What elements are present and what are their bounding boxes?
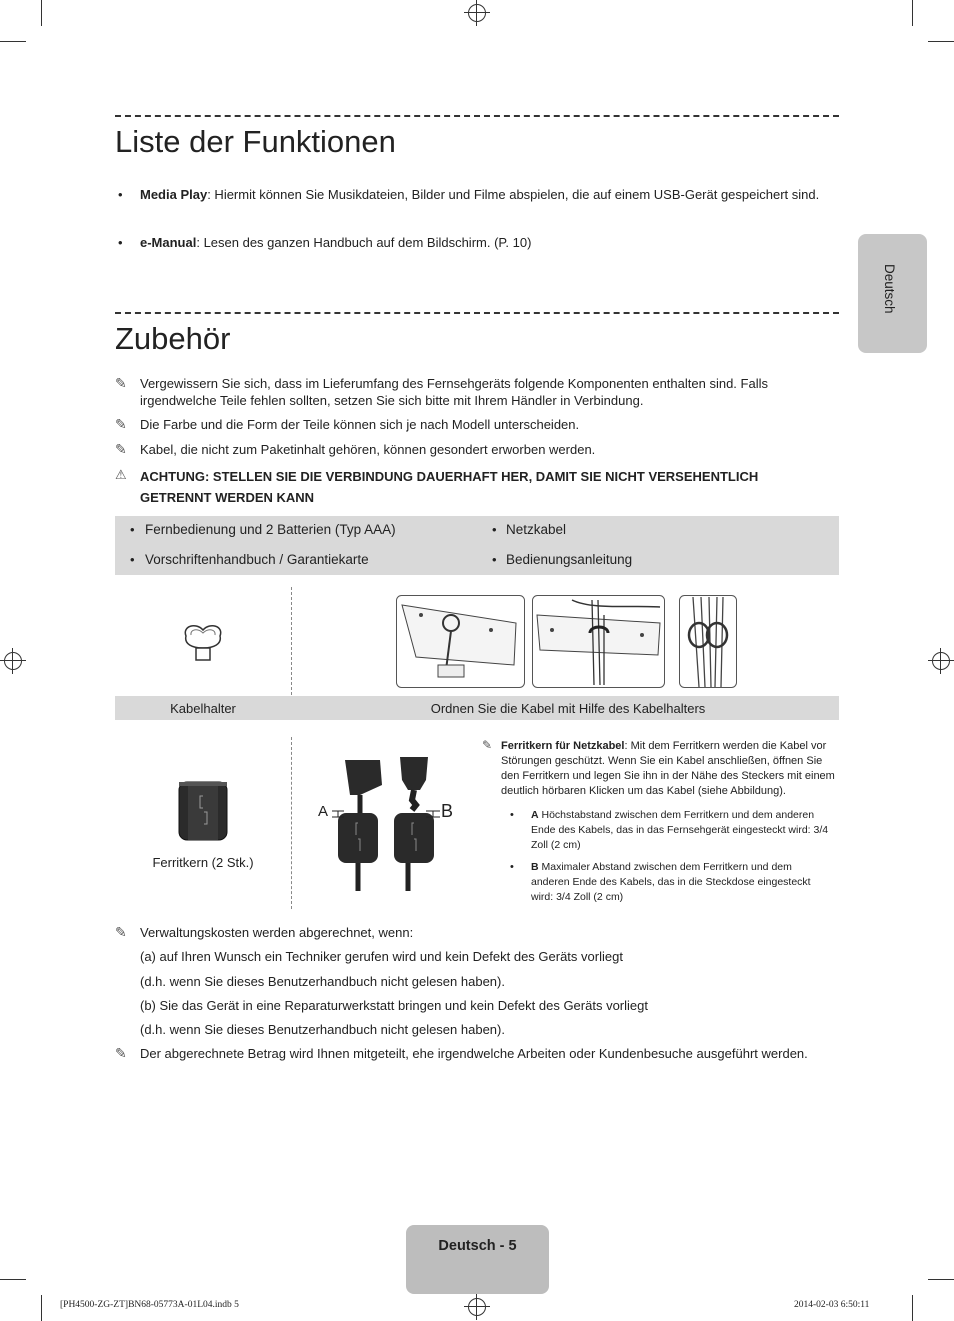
cable-holder-label: Kabelhalter xyxy=(170,701,236,716)
registration-mark-icon xyxy=(468,4,486,22)
accessory-item: Vorschriftenhandbuch / Garantiekarte xyxy=(145,552,369,567)
cable-bundle-image xyxy=(532,595,665,688)
language-label: Deutsch xyxy=(882,264,897,314)
cable-holder-caption: Ordnen Sie die Kabel mit Hilfe des Kabelhalters xyxy=(430,701,706,716)
power-cable-ferrite-image xyxy=(330,755,455,895)
point-text: Höchstabstand zwischen dem Ferritkern und dem anderen Ende des Kabels, das in das Fernsehgerät eingesteckt wird: 3/4 Zoll (2 cm) xyxy=(531,809,829,851)
bullet-icon: • xyxy=(130,552,135,567)
feature-item xyxy=(140,187,830,204)
cable-holder-image xyxy=(178,618,228,664)
section-title: Zubehör xyxy=(115,321,231,356)
note-text: Kabel, die nicht zum Paketinhalt gehören, können gesondert erworben werden. xyxy=(140,442,596,457)
bullet-icon: • xyxy=(510,809,514,821)
pencil-note-icon: ✎ xyxy=(115,924,127,940)
page-label: Deutsch - 5 xyxy=(438,1238,517,1254)
ferrite-note-text: : Mit dem Ferritkern werden die Kabel vor Störungen geschützt. Wenn Sie ein Kabel anschließen, öffnen Sie den Ferritkern und legen Sie ihn in der Nähe des Steckers mit einem deutlich hörbaren Klicken um das Kabel (siehe Abbildung). xyxy=(501,740,835,797)
bullet-icon: • xyxy=(492,522,497,537)
section-divider xyxy=(115,115,839,117)
feature-description: : Lesen des ganzen Handbuch auf dem Bildschirm. (P. 10) xyxy=(196,235,532,250)
registration-mark-icon xyxy=(468,1298,486,1316)
pencil-note-icon: ✎ xyxy=(115,1045,127,1061)
label-b: B xyxy=(441,801,454,821)
fee-note: Verwaltungskosten werden abgerechnet, wenn: xyxy=(140,925,414,940)
label-a: A xyxy=(318,803,329,820)
pencil-note-icon: ✎ xyxy=(115,375,127,391)
ferrite-point-b xyxy=(531,860,831,905)
ferrite-point-a xyxy=(531,808,831,853)
footer-timestamp: 2014-02-03 6:50:11 xyxy=(794,1300,870,1310)
bullet-icon: • xyxy=(492,552,497,567)
accessory-item: Bedienungsanleitung xyxy=(506,552,633,567)
warning-text: ACHTUNG: STELLEN SIE DIE VERBINDUNG DAUERHAFT HER, DAMIT SIE NICHT VERSEHENTLICH GETRENNT WERDEN KANN xyxy=(140,469,759,505)
pencil-note-icon: ✎ xyxy=(115,416,127,432)
point-letter: B xyxy=(531,861,539,873)
page-number-tab xyxy=(406,1225,549,1294)
fee-line: (d.h. wenn Sie dieses Benutzerhandbuch nicht gelesen haben). xyxy=(140,974,505,989)
note-text: Die Farbe und die Form der Teile können sich je nach Modell unterscheiden. xyxy=(140,417,580,432)
registration-mark-icon xyxy=(932,652,950,670)
accessory-item: Fernbedienung und 2 Batterien (Typ AAA) xyxy=(145,522,396,537)
feature-item xyxy=(140,235,830,252)
bullet-icon: • xyxy=(130,522,135,537)
column-divider xyxy=(291,587,292,695)
feature-name: Media Play xyxy=(140,187,208,202)
warning-triangle-icon: ⚠ xyxy=(115,467,127,482)
pencil-note-icon: ✎ xyxy=(115,441,127,457)
point-letter: A xyxy=(531,809,539,821)
ferrite-core-image xyxy=(176,778,230,844)
feature-description: : Hiermit können Sie Musikdateien, Bilder und Filme abspielen, die auf einem USB-Gerät gespeichert sind. xyxy=(207,187,820,202)
footer-file-info: [PH4500-ZG-ZT]BN68-05773A-01L04.indb 5 xyxy=(60,1300,239,1310)
bullet-icon: • xyxy=(118,187,123,202)
feature-name: e-Manual xyxy=(140,235,197,250)
ferrite-note xyxy=(501,739,836,799)
registration-mark-icon xyxy=(4,652,22,670)
bullet-icon: • xyxy=(118,235,123,250)
cable-holder-mount-image xyxy=(396,595,525,688)
ferrite-note-title: Ferritkern für Netzkabel xyxy=(501,740,625,752)
cable-tied-image xyxy=(679,595,737,688)
point-text: Maximaler Abstand zwischen dem Ferritkern und dem anderen Ende des Kabels, das in die Steckdose eingesteckt wird: 3/4 Zoll (2 cm) xyxy=(531,861,811,903)
fee-line: (a) auf Ihren Wunsch ein Techniker gerufen wird und kein Defekt des Geräts vorliegt xyxy=(140,949,623,964)
fee-line: (d.h. wenn Sie dieses Benutzerhandbuch nicht gelesen haben). xyxy=(140,1022,505,1037)
section-divider xyxy=(115,312,839,314)
section-title: Liste der Funktionen xyxy=(115,124,396,159)
fee-line: (b) Sie das Gerät in eine Reparaturwerkstatt bringen und kein Defekt des Geräts vorliegt xyxy=(140,998,648,1013)
column-divider xyxy=(291,737,292,909)
note-text: Vergewissern Sie sich, dass im Lieferumfang des Fernsehgeräts folgende Komponenten enthalten sind. Falls irgendwelche Teile fehlen sollten, setzen Sie sich bitte mit Ihrem Händler in Verbindung. xyxy=(140,376,768,408)
bullet-icon: • xyxy=(510,861,514,873)
accessory-item: Netzkabel xyxy=(506,522,567,537)
pencil-note-icon: ✎ xyxy=(482,738,493,752)
ferrite-label: Ferritkern (2 Stk.) xyxy=(152,855,254,870)
language-side-tab xyxy=(858,234,927,353)
final-note: Der abgerechnete Betrag wird Ihnen mitgeteilt, ehe irgendwelche Arbeiten oder Kundenbesuche ausgeführt werden. xyxy=(140,1046,808,1061)
